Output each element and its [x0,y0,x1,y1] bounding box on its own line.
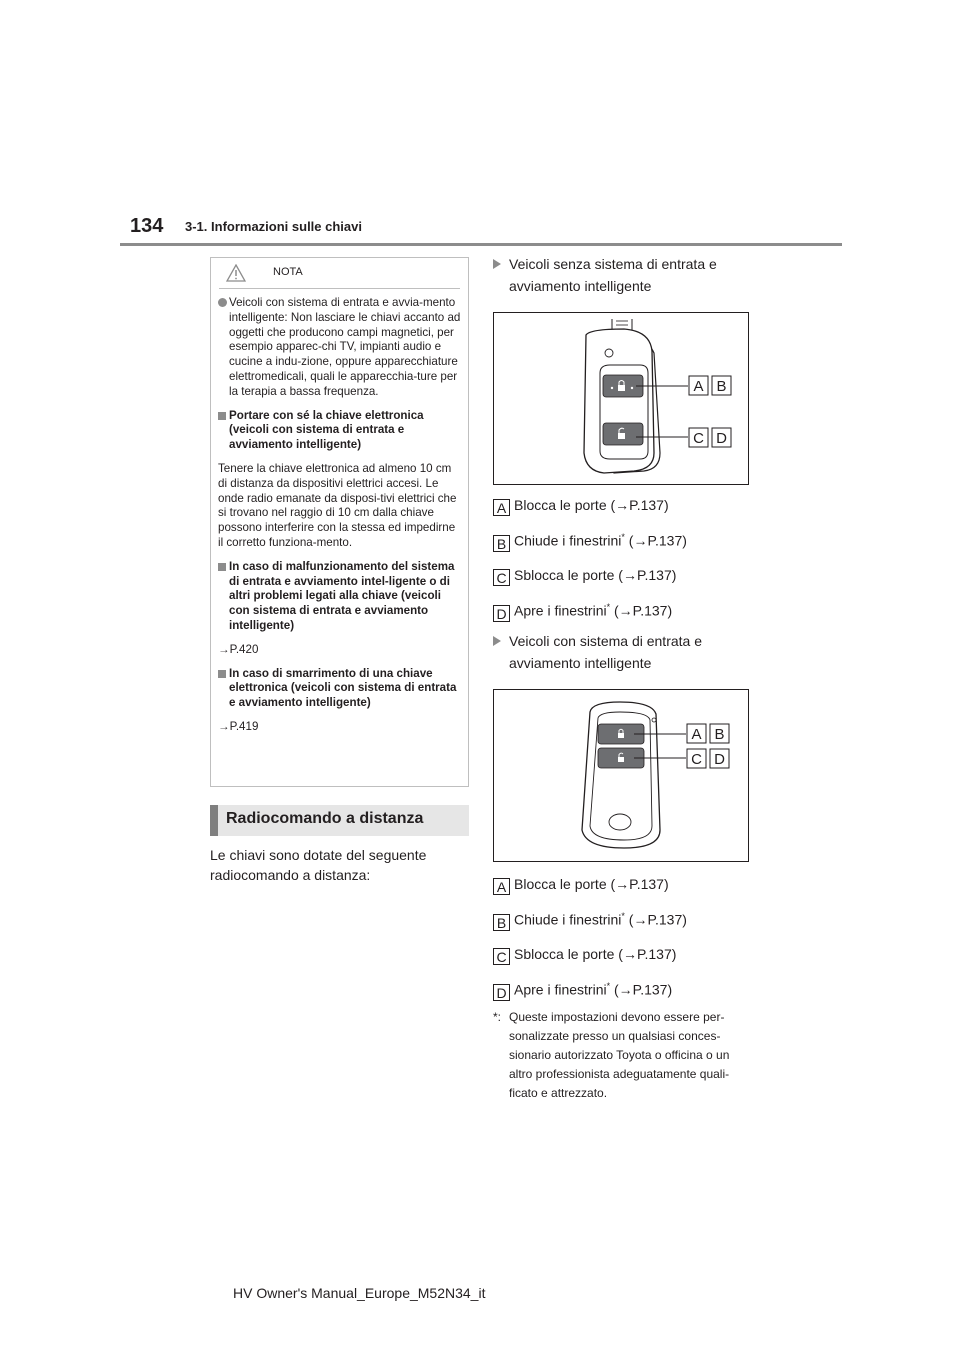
note-item-text: Portare con sé la chiave elettronica (veicoli con sistema di entrata e avviamento intelligente) [229,408,424,452]
circle-bullet-icon [218,298,227,307]
asterisk-mark: * [621,911,625,921]
variant-1-legend-c [493,567,676,585]
legend-key-a: A [493,878,510,895]
variant-2-legend-a [493,876,669,894]
triangle-bullet-icon [493,636,501,646]
callout-a: A [691,726,702,743]
variant-1-legend-a [493,497,669,515]
note-reference-p420: →P.420 [218,642,259,656]
radio-section-heading [210,805,469,836]
header-divider [120,243,842,246]
legend-ref: (→P.137) [624,532,687,549]
legend-text: Chiude i finestrini [514,532,622,549]
note-item-carry-heading [218,409,461,453]
radio-section-title: Radiocomando a distanza [226,810,424,827]
section-title: 3-1. Informazioni sulle chiavi [185,219,362,234]
note-divider [219,288,460,289]
variant-1-legend-b [493,532,687,550]
square-bullet-icon [218,563,226,571]
legend-key-d: D [493,605,510,622]
note-body [218,296,461,744]
callout-c: C [691,751,702,768]
legend-ref: (→P.137) [624,911,687,928]
page-number: 134 [130,215,164,237]
square-bullet-icon [218,412,226,420]
callout-c: C [693,430,704,447]
footnote [493,1008,753,1103]
variant-1-key-figure [493,312,749,485]
smart-key-illustration [494,690,748,861]
legend-key-b: B [493,914,510,931]
footnote-mark: *: [493,1010,502,1024]
callout-a: A [693,378,704,395]
note-header [211,258,468,286]
note-title: NOTA [273,266,303,278]
note-item-text: In caso di smarrimento di una chiave elettronica (veicoli con sistema di entrata e avviamento intelligente) [229,666,457,710]
variant-1-legend-d [493,602,672,620]
asterisk-mark: * [606,981,611,991]
variant-1-heading-text: Veicoli senza sistema di entrata e avviamento intelligente [509,256,717,294]
square-bullet-icon [218,670,226,678]
note-box [210,257,469,787]
legend-text: Sblocca le porte (→P.137) [514,946,677,962]
variant-2-heading [493,630,753,674]
callout-b: B [714,726,725,743]
legend-ref: (→P.137) [610,602,673,619]
variant-2-key-figure [493,689,749,862]
note-reference-p419: →P.419 [218,719,259,733]
note-item-malfunction-heading [218,560,461,634]
variant-2-legend-b [493,911,687,929]
variant-2-legend-c [493,946,676,964]
variant-2-legend-d [493,981,672,999]
legend-key-a: A [493,499,510,516]
footnote-text: Queste impostazioni devono essere per-sonalizzate presso un qualsiasi conces-sionario autorizzato Toyota o officina o un altro professionista adeguatamente quali-ficato e attrezzato. [509,1010,730,1100]
triangle-bullet-icon [493,259,501,269]
callout-d: D [716,430,727,447]
legend-text: Blocca le porte (→P.137) [514,497,669,513]
legend-key-c: C [493,948,510,965]
asterisk-mark: * [621,532,625,542]
legend-ref: (→P.137) [610,981,673,998]
note-item-text: Veicoli con sistema di entrata e avvia-mento intelligente: Non lasciare le chiavi accanto ad oggetti che producono campi magnetici, per esempio apparec-chi TV, impianti audio e cucine a indu-zione, oppure apparecchiature elettromedicali, quali le apparecchia-ture per la terapia a bassa frequenza. [229,296,461,398]
folding-key-illustration [494,313,748,484]
legend-text: Apre i finestrini [514,981,607,998]
note-item-magnetic [218,296,461,400]
legend-text: Apre i finestrini [514,602,607,619]
note-item-text: In caso di malfunzionamento del sistema di entrata e avviamento intel-ligente o di altri problemi legati alla chiave (veicoli con sistema di entrata e avviamento intelligente) [229,559,455,632]
legend-text: Sblocca le porte (→P.137) [514,567,677,583]
legend-key-c: C [493,569,510,586]
manual-footer: HV Owner's Manual_Europe_M52N34_it [233,1285,486,1301]
callout-d: D [714,751,725,768]
warning-triangle-icon [226,264,246,282]
note-item-lost-key-heading [218,667,461,711]
note-paragraph-distance: Tenere la chiave elettronica ad almeno 10 cm di distanza da dispositivi elettrici accesi. Le onde radio emanate da disposi-tivi elettrici che si trovano nel raggio di 10 cm dalla chiave possono interferire con la stessa ed impedirne il corretto funziona-mento. [218,461,457,549]
legend-key-b: B [493,535,510,552]
asterisk-mark: * [606,602,611,612]
legend-text: Chiude i finestrini [514,911,622,928]
variant-2-heading-text: Veicoli con sistema di entrata e avviamento intelligente [509,633,702,671]
legend-text: Blocca le porte (→P.137) [514,876,669,892]
radio-section-intro: Le chiavi sono dotate del seguente radiocomando a distanza: [210,847,427,883]
legend-key-d: D [493,984,510,1001]
callout-b: B [716,378,727,395]
variant-1-heading [493,253,753,297]
